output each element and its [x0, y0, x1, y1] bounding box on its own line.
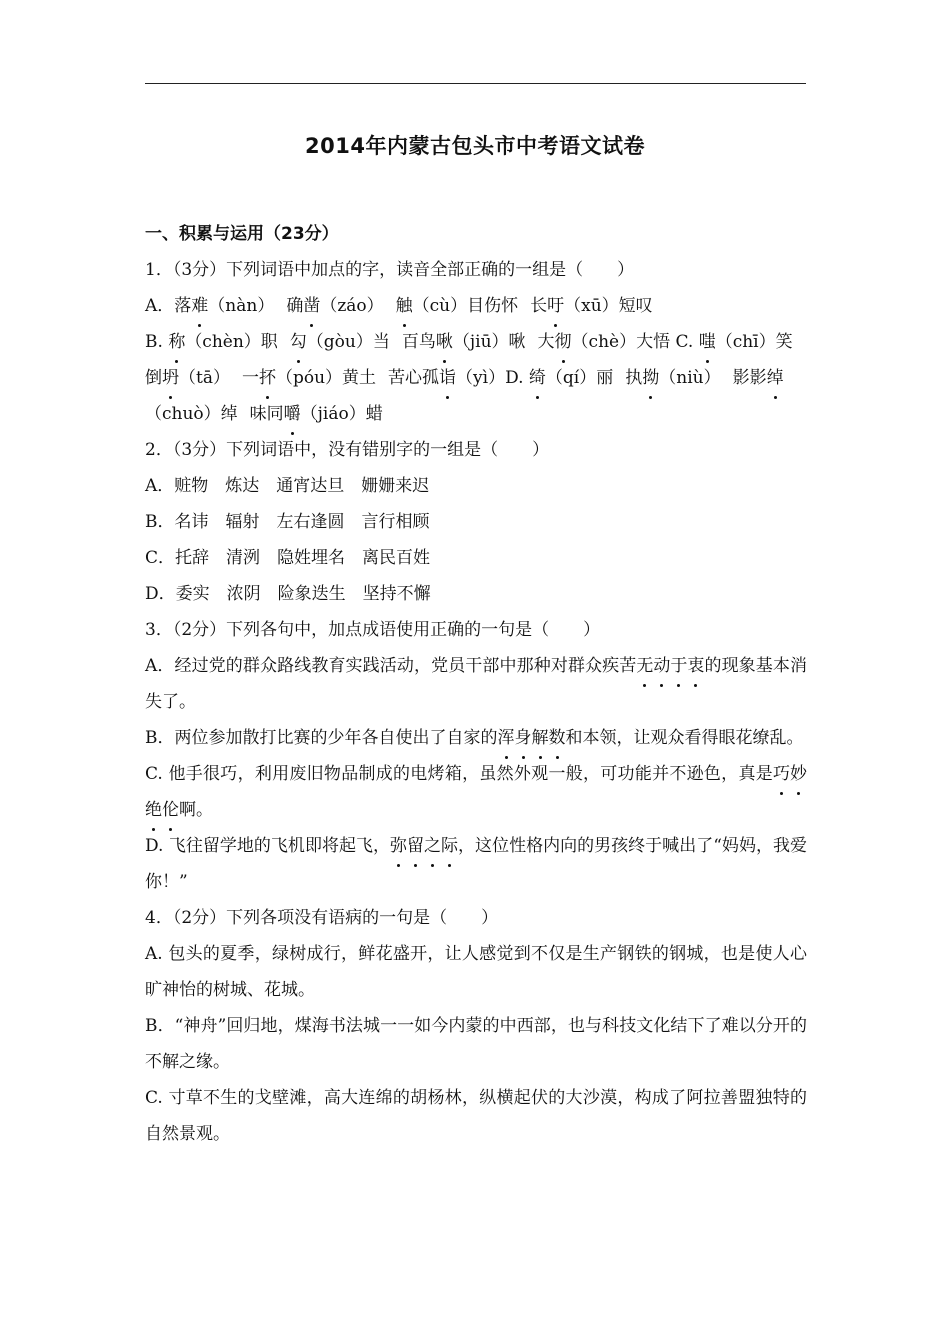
- section-heading: 一、积累与运用（23分）: [145, 224, 339, 244]
- q3-stem: 3．（2分）下列各句中，加点成语使用正确的一句是（ ）: [145, 620, 601, 640]
- q3-option-b: B．两位参加散打比赛的少年各自使出了自家的浑身解数和本领，让观众看得眼花缭乱。: [145, 720, 807, 756]
- q3-option-a: A．经过党的群众路线教育实践活动，党员干部中那种对群众疾苦无动于衷的现象基本消失了。: [145, 648, 807, 720]
- header-rule: [145, 83, 806, 84]
- q3-option-c: C. 他手很巧，利用废旧物品制成的电烤箱，虽然外观一般，可功能并不逊色，真是巧妙绝伦啊。: [145, 756, 807, 828]
- q4-option-b: B．“神舟”回归地，煤海书法城一一如今内蒙的中西部，也与科技文化结下了难以分开的不解之缘。: [145, 1016, 807, 1072]
- q2-option-b: B．名讳 辐射 左右逢圆 言行相顾: [145, 512, 430, 532]
- q4-option-a: A. 包头的夏季，绿树成行，鲜花盛开，让人感觉到不仅是生产钢铁的钢城，也是使人心旷神怡的树城、花城。: [145, 944, 807, 1000]
- q4-option-c: C. 寸草不生的戈壁滩，高大连绵的胡杨林，纵横起伏的大沙漠，构成了阿拉善盟独特的自然景观。: [145, 1088, 807, 1144]
- q2-option-c: C．托辞 清洌 隐姓埋名 离民百姓: [145, 548, 431, 568]
- q4-stem: 4．（2分）下列各项没有语病的一句是（ ）: [145, 908, 499, 928]
- q2-stem: 2．（3分）下列词语中，没有错别字的一组是（ ）: [145, 440, 550, 460]
- q2-option-a: A．赃物 炼达 通宵达旦 姗姗来迟: [145, 476, 430, 496]
- q2-option-d: D．委实 浓阴 险象迭生 坚持不懈: [145, 584, 431, 604]
- q1-option-d-line: （chuò）绰 味同嚼（jiáo）蜡: [145, 396, 807, 432]
- document-body: [145, 216, 807, 1152]
- q1-stem: 1．（3分）下列词语中加点的字，读音全部正确的一组是（ ）: [145, 260, 635, 280]
- q1-option-b-line: B. 称（chèn）职 勾（gòu）当 百鸟啾（jiū）啾 大彻（chè）大悟 C. 嗤（chī）笑: [145, 324, 807, 360]
- q1-option-c-line: 倒坍（tā） 一抔（póu）黄土 苦心孤诣（yì）D. 绮（qí）丽 执拗（niù） 影影绰: [145, 360, 807, 396]
- document-title: 2014年内蒙古包头市中考语文试卷: [305, 134, 645, 158]
- q3-option-d: D. 飞往留学地的飞机即将起飞，弥留之际，这位性格内向的男孩终于喊出了“妈妈，我爱你！”: [145, 828, 807, 900]
- q1-option-a: A．落难（nàn） 确凿（záo） 触（cù）目伤怀 长吁（xū）短叹: [145, 288, 807, 324]
